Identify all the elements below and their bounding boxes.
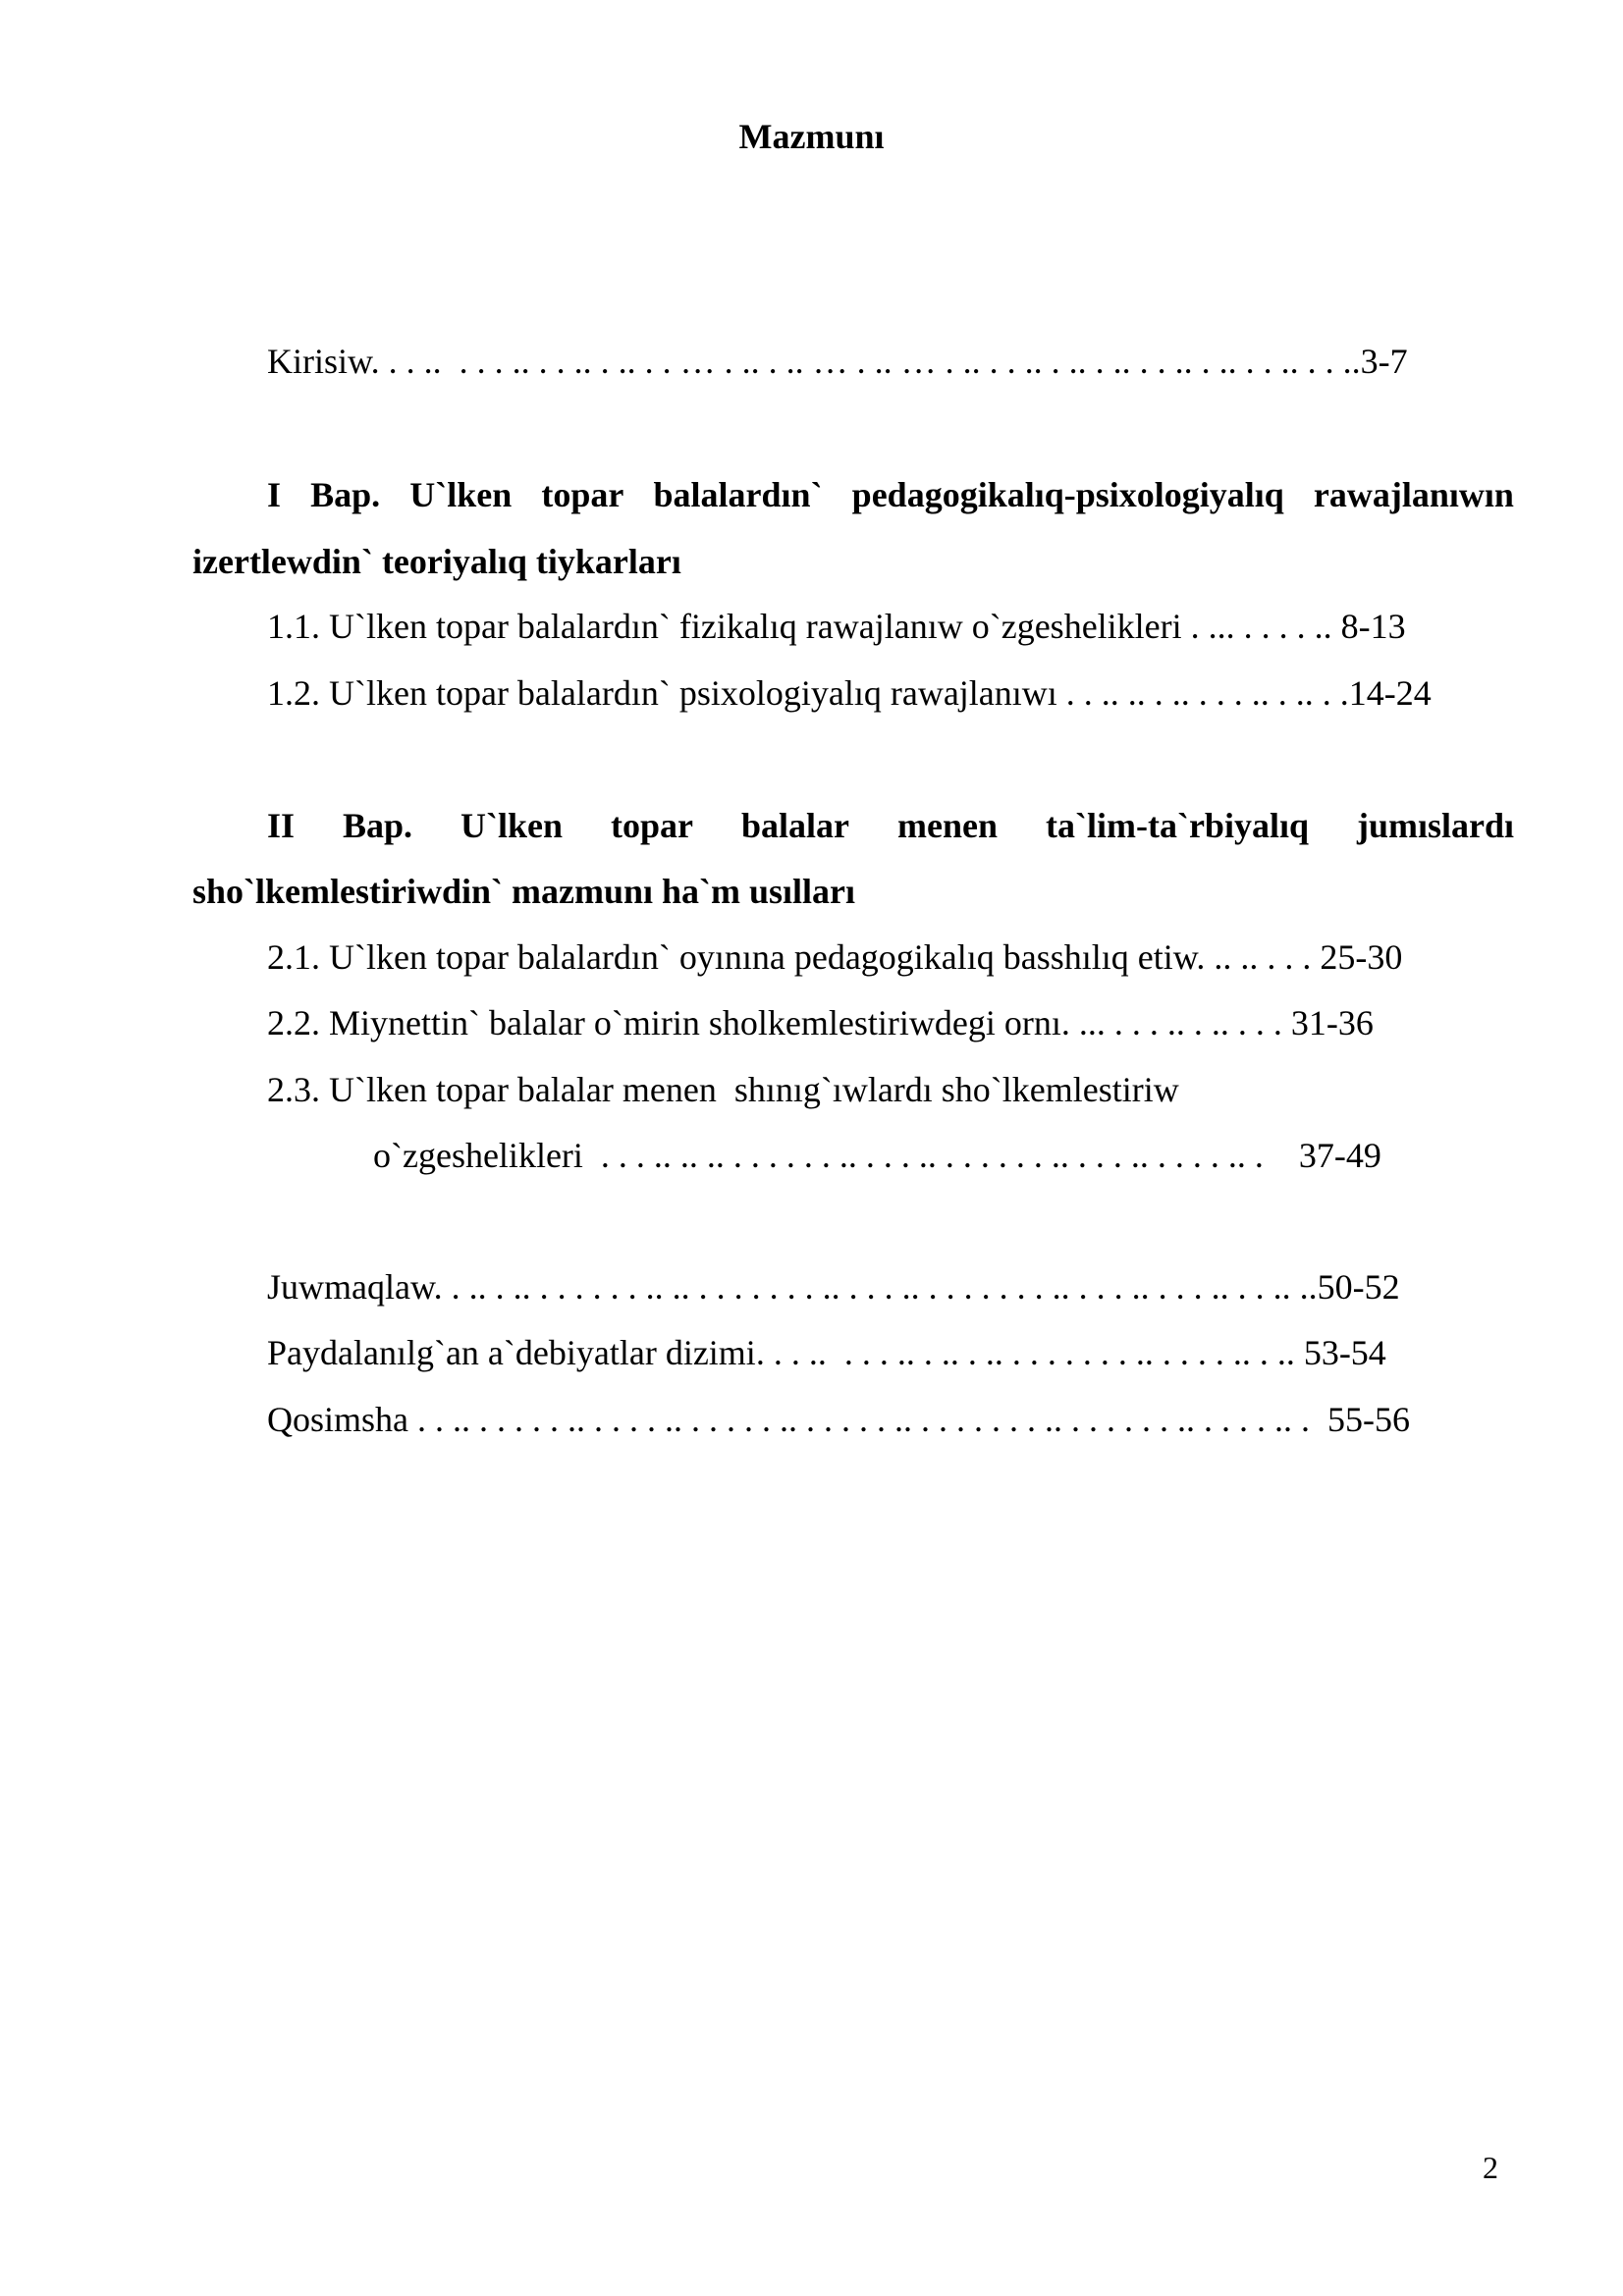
chapter2-heading-word: balalar (741, 806, 850, 845)
chapter2-heading-word: menen (897, 806, 999, 845)
toc-entry-appendix: Qosimsha . . .. . . . . . .. . . . . .. . . . . . .. . . . . . .. . . . . . . . .. . . . . . . .. . . . . .. . 55-56 (267, 1400, 1410, 1439)
chapter1-heading-word: I (267, 475, 282, 514)
chapter2-heading-line1 (267, 808, 1514, 843)
chapter1-heading-line1 (267, 477, 1514, 512)
toc-entry-2-2: 2.2. Miynettin` balalar o`mirin sholkemlestiriwdegi ornı. ... . . . .. . .. . . . 31-36 (267, 1003, 1374, 1042)
chapter1-heading-line2: izertlewdin` teoriyalıq tiykarları (192, 542, 681, 581)
chapter2-heading-word: Bap. (343, 806, 413, 845)
chapter1-heading-word: pedagogikalıq-psixologiyalıq (851, 475, 1284, 514)
chapter1-heading-word: rawajlanıwın (1313, 475, 1514, 514)
page-number: 2 (1483, 2150, 1498, 2185)
chapter1-heading-word: Bap. (310, 475, 381, 514)
toc-entry-2-1: 2.1. U`lken topar balalardın` oyınına pedagogikalıq basshılıq etiw. .. .. . . . 25-30 (267, 937, 1403, 977)
chapter2-heading-word: ta`lim-ta`rbiyalıq (1046, 806, 1309, 845)
toc-entry-1-1: 1.1. U`lken topar balalardın` fizikalıq rawajlanıw o`zgeshelikleri . ... . . . . .. 8-13 (267, 607, 1406, 646)
chapter2-heading-word: II (267, 806, 296, 845)
chapter1-heading-word: U`lken (409, 475, 513, 514)
chapter2-heading-line2: sho`lkemlestiriwdin` mazmunı ha`m usılları (192, 872, 856, 911)
toc-entry-bibliography: Paydalanılg`an a`debiyatlar dizimi. . . .. . . . .. . .. . .. . . . . . . . .. . . . . .. . .. 53-54 (267, 1333, 1386, 1372)
toc-entry-introduction: Kirisiw. . . .. . . . .. . . .. . .. . . … . .. . .. … . .. … . .. . . .. . .. . .. . . .. . .. . . .. . . ..3-7 (267, 342, 1408, 381)
toc-entry-2-3-continuation: o`zgeshelikleri . . . .. .. .. . . . . . . .. . . . .. . . . . . . .. . . . .. . . . . .. . 37-49 (373, 1136, 1381, 1175)
toc-entry-1-2: 1.2. U`lken topar balalardın` psixologiyalıq rawajlanıwı . . .. .. . .. . . . .. . .. . .14-24 (267, 673, 1432, 713)
chapter1-heading-word: balalardın` (653, 475, 823, 514)
page-title: Mazmunı (738, 117, 885, 156)
toc-entry-2-3: 2.3. U`lken topar balalar menen shınıg`ıwlardı sho`lkemlestiriw (267, 1070, 1179, 1109)
chapter2-heading-word: topar (611, 806, 694, 845)
chapter2-heading-word: jumıslardı (1356, 806, 1514, 845)
chapter1-heading-word: topar (541, 475, 624, 514)
chapter2-heading-word: U`lken (460, 806, 564, 845)
toc-entry-conclusion: Juwmaqlaw. . .. . .. . . . . . . .. .. . . . . . . . .. . . . .. . . . . . . . .. . . . .. . . . .. . . .. ..50-52 (267, 1267, 1400, 1307)
